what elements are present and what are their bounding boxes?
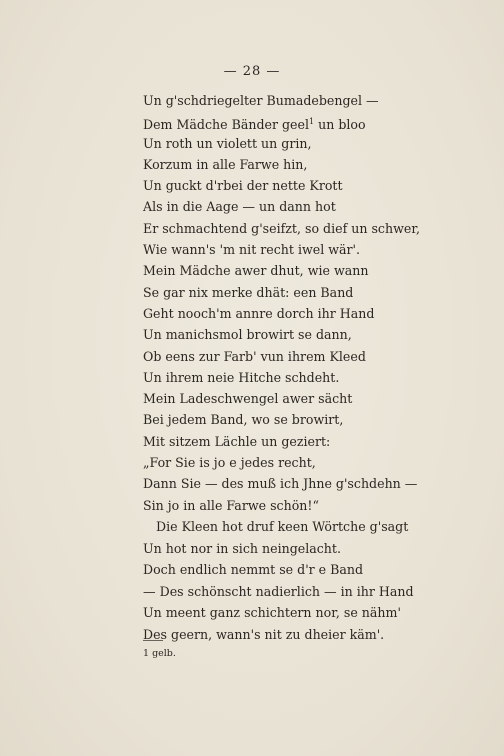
verse-line: Un hot nor in sich neingelacht. — [143, 540, 341, 556]
verse-line: Un manichsmol browirt se dann, — [143, 327, 352, 343]
footnote: 1 gelb. — [143, 648, 176, 659]
verse-line: Se gar nix merke dhät: een Band — [143, 284, 354, 300]
stanza-1 — [143, 90, 420, 516]
verse-line: Bei jedem Band, wo se browirt, — [143, 412, 344, 428]
stanza-2 — [143, 516, 414, 645]
page-number: — 28 — — [223, 64, 281, 79]
verse-line: Geht nooch'm annre dorch ihr Hand — [143, 305, 375, 321]
verse-line: Un ihrem neie Hitche schdeht. — [143, 369, 340, 385]
footnote-marker: 1 — [309, 117, 315, 127]
verse-line: — Des schönscht nadierlich — in ihr Hand — [143, 583, 414, 599]
verse-text: Dem Mädche Bänder geel — [143, 117, 309, 133]
verse-line: Die Kleen hot druf keen Wörtche g'sagt — [156, 519, 409, 534]
verse-line: Doch endlich nemmt se d'r e Band — [143, 562, 364, 577]
verse-line: Un g'schdriegelter Bumadebengel — — [143, 93, 379, 108]
verse-line-with-footnote — [143, 111, 420, 132]
verse-line: Un meent ganz schichtern nor, se nähm' — [143, 605, 401, 620]
verse-line: Des geern, wann's nit zu dheier käm'. — [143, 626, 385, 642]
verse-line: Als in die Aage — un dann hot — [143, 199, 336, 215]
verse-line: Dann Sie — des muß ich Jhne g'schdehn — — [143, 476, 418, 492]
verse-line: Mein Mädche awer dhut, wie wann — [143, 263, 369, 279]
verse-line: Ob eens zur Farb' vun ihrem Kleed — [143, 348, 366, 364]
footnote-divider — [143, 640, 163, 641]
verse-text-tail: un bloo — [314, 117, 366, 133]
verse-line: Un guckt d'rbei der nette Krott — [143, 178, 343, 194]
verse-line: Wie wann's 'm nit recht iwel wär'. — [143, 242, 361, 258]
verse-line: Sin jo in alle Farwe schön!“ — [143, 497, 319, 513]
verse-line: Mein Ladeschwengel awer sächt — [143, 391, 353, 407]
verse-line: „For Sie is jo e jedes recht, — [143, 455, 316, 471]
verse-line: Korzum in alle Farwe hin, — [143, 156, 308, 172]
verse-line: Er schmachtend g'seifzt, so dief un schwer, — [143, 220, 420, 236]
verse-line: Mit sitzem Lächle un geziert: — [143, 433, 331, 449]
verse-line: Un roth un violett un grin, — [143, 135, 312, 151]
